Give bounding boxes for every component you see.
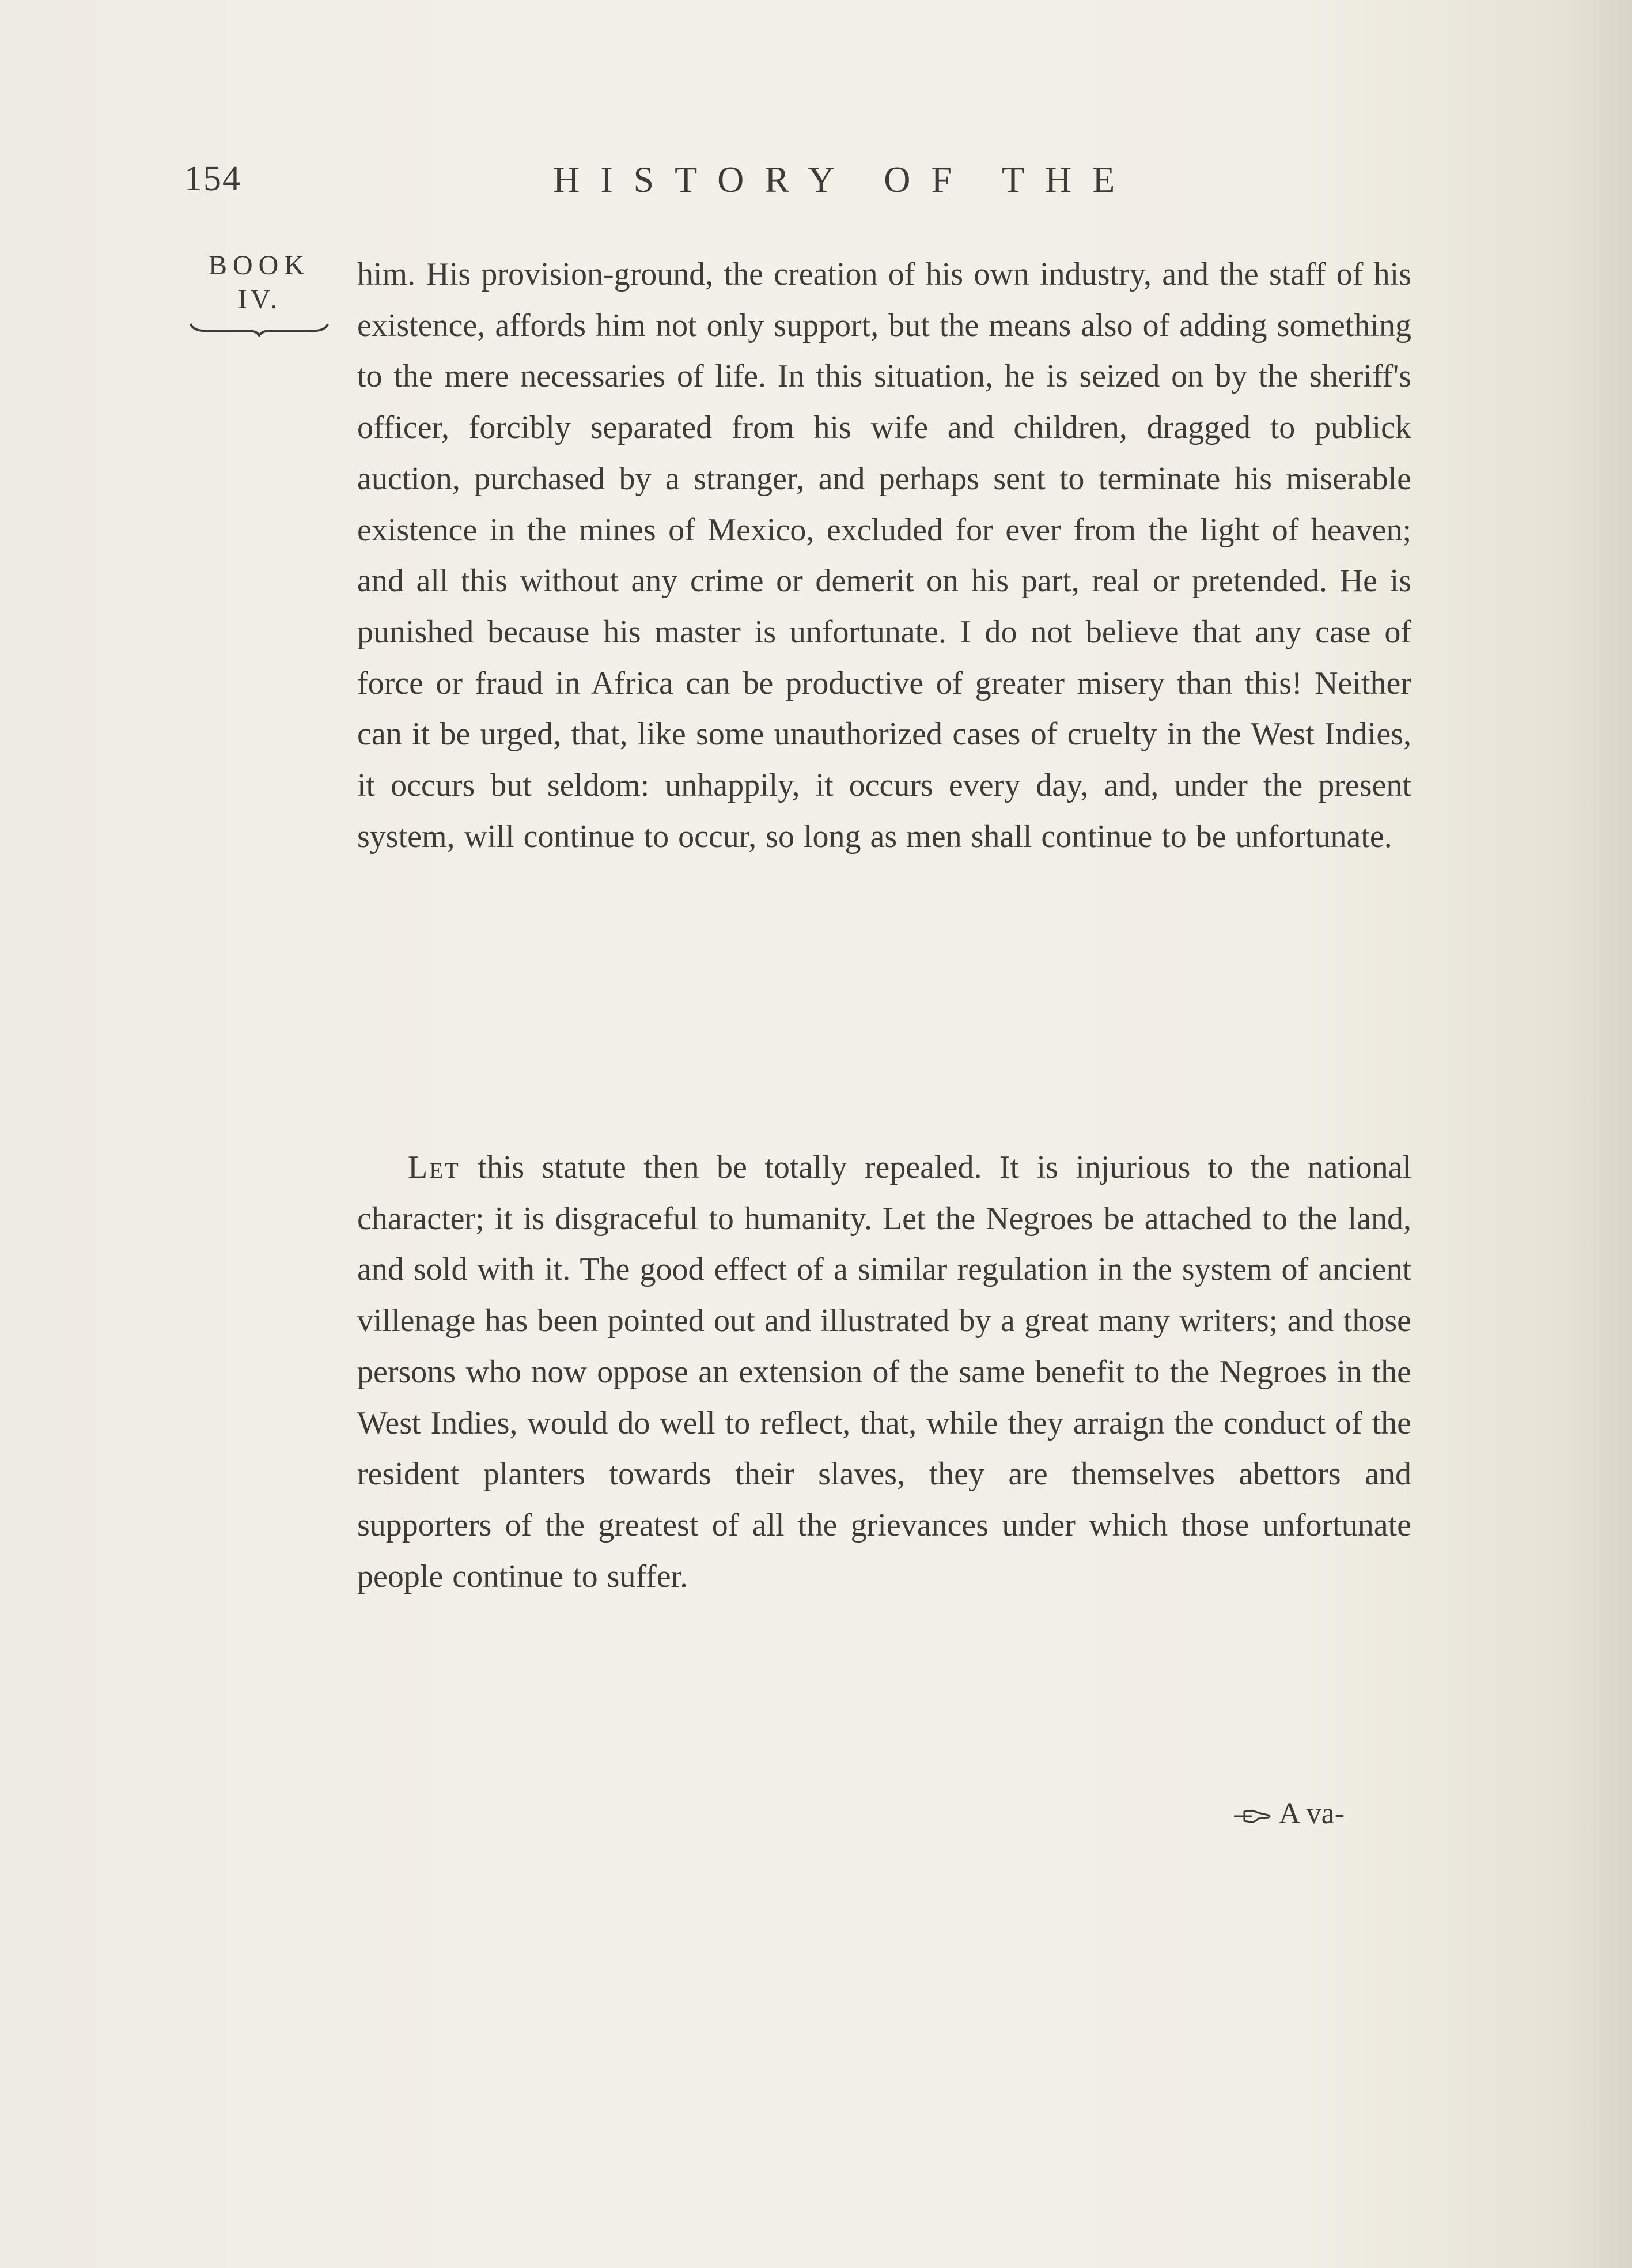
page-number: 154 — [184, 159, 241, 198]
paragraph-2-lead: Let — [408, 1150, 460, 1185]
paragraph-2-body — [357, 1142, 1411, 1602]
catchword — [1233, 1797, 1345, 1831]
paragraph-1-text: him. His provision-ground, the creation of his own industry, and the staff of his existence, affords him not only support, but the means also of adding something to the mere necessaries of life. In this situation, he is seized on by the sheriff's officer, forcibly separated from his wife and children, dragged to publick auction, purchased by a stranger, and perhaps sent to terminate his miserable existence in the mines of Mexico, excluded for ever from the light of heaven; and all this without any crime or demerit on his part, real or pretended. He is punished because his master is unfortunate. I do not believe that any case of force or fraud in Africa can be productive of greater misery than this! Neither can it be urged, that, like some unauthorized cases of cruelty in the West Indies, it occurs but seldom: unhappily, it occurs every day, and, under the present system, will continue to occur, so long as men shall continue to be unfortunate. — [357, 256, 1411, 855]
manicule-icon — [1233, 1806, 1273, 1827]
running-head — [184, 158, 1233, 222]
paragraph-2 — [357, 1142, 1411, 1602]
book-label: BOOK — [208, 250, 310, 281]
paragraph-1 — [357, 249, 1411, 862]
brace-ornament-icon — [187, 319, 331, 337]
running-title: HISTORY OF THE — [553, 159, 1136, 200]
paragraph-2-text: this statute then be totally repealed. It is injurious to the national character; it is disgraceful to humanity. Let the Negroes be attached to the land, and sold with it. The good effect of a similar regulation in the system of ancient villenage has been pointed out and illustrated by a great many writers; and those persons who now oppose an extension of the same benefit to the Negroes in the West Indies, would do well to reflect, that, while they arraign the conduct of the resident planters towards their slaves, they are themselves abettors and supporters of the greatest of all the grievances under which those unfortunate people continue to suffer. — [357, 1150, 1411, 1594]
book-volume: IV. — [237, 284, 281, 315]
catchword-text: A va- — [1279, 1797, 1345, 1830]
marginal-note — [184, 248, 334, 337]
